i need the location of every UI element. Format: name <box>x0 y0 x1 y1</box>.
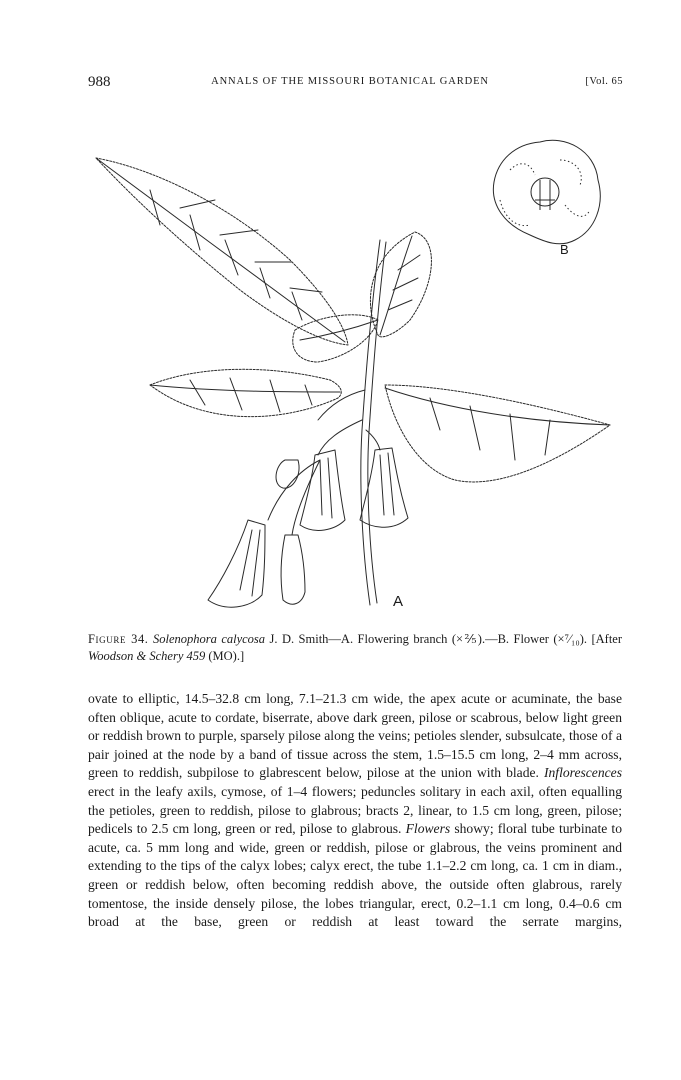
figure-number: Figure 34. <box>88 632 149 646</box>
flower-tube-3 <box>208 520 265 607</box>
leaf-lower-left <box>150 369 341 416</box>
leaf-middle <box>293 315 378 362</box>
botanical-illustration <box>0 130 681 620</box>
leaf-lower-right <box>385 385 610 482</box>
panel-b-label: B <box>560 242 569 257</box>
flower-face-view <box>493 140 600 244</box>
flower-left-bud <box>276 460 299 488</box>
pedicels <box>268 420 380 535</box>
flower-tube-4 <box>281 535 305 604</box>
species-name: Solenophora calycosa <box>152 632 266 646</box>
description-text-2: erect in the leafy axils, cymose, of 1–4 flowers; peduncles solitary in each axil, often equalling the petioles, green to reddish, pilose to glabrous; bracts 2, linear, to 1.5 cm long, green, pilose; pedicels to 2.5 cm long, green or red, pilose to glabrous. <box>88 783 622 837</box>
figure-caption <box>88 631 622 665</box>
inflorescences-label: Inflorescences <box>543 765 622 781</box>
collector-citation: Woodson & Schery 459 <box>88 649 206 663</box>
leaf-upper-left <box>96 158 348 345</box>
caption-description: J. D. Smith—A. Flowering branch (×⅖).—B. Flower (×⁷⁄₁₀). [After <box>265 632 623 646</box>
description-paragraph <box>88 690 622 932</box>
flowers-label: Flowers <box>405 821 451 837</box>
description-text-3: showy; floral tube turbinate to acute, ca. 5 mm long and wide, green or reddish, pilose or glabrous, the veins prominent and extending to the tips of the calyx lobes; calyx erect, the tube 1.1–2.2 cm long, ca. 1 cm in diam., green or reddish below, often becoming reddish above, the outside often glabrous, rarely tomentose, the inside densely pilose, the lobes triangular, erect, 0.2–1.1 cm long, 0.4–0.6 cm broad at the base, green or reddish at least toward the serrate margins, <box>88 821 622 930</box>
leaf-upper-right <box>370 232 431 337</box>
herbarium-code: (MO).] <box>205 649 245 663</box>
panel-a-label: A <box>393 593 404 610</box>
volume-label: [Vol. 65 <box>585 76 623 87</box>
flower-tube-1 <box>300 450 345 530</box>
description-text-1: ovate to elliptic, 14.5–32.8 cm long, 7.1–21.3 cm wide, the apex acute or acuminate, the base often oblique, acute to cordate, biserrate, above dark green, pilose or scabrous, below light green or reddish brown to purple, sparsely pilose along the veins; petioles slender, subsulcate, those of a pair joined at the node by a band of tissue across the stem, 1.5–15.5 cm long, 2–4 mm across, green to reddish, subpilose to glabrescent below, pilose at the union with blade. <box>88 691 622 781</box>
branch-stem <box>318 390 365 420</box>
flower-tube-2 <box>360 448 408 527</box>
journal-title: ANNALS OF THE MISSOURI BOTANICAL GARDEN <box>211 76 489 87</box>
page-number: 988 <box>88 74 111 90</box>
running-head <box>0 74 681 94</box>
